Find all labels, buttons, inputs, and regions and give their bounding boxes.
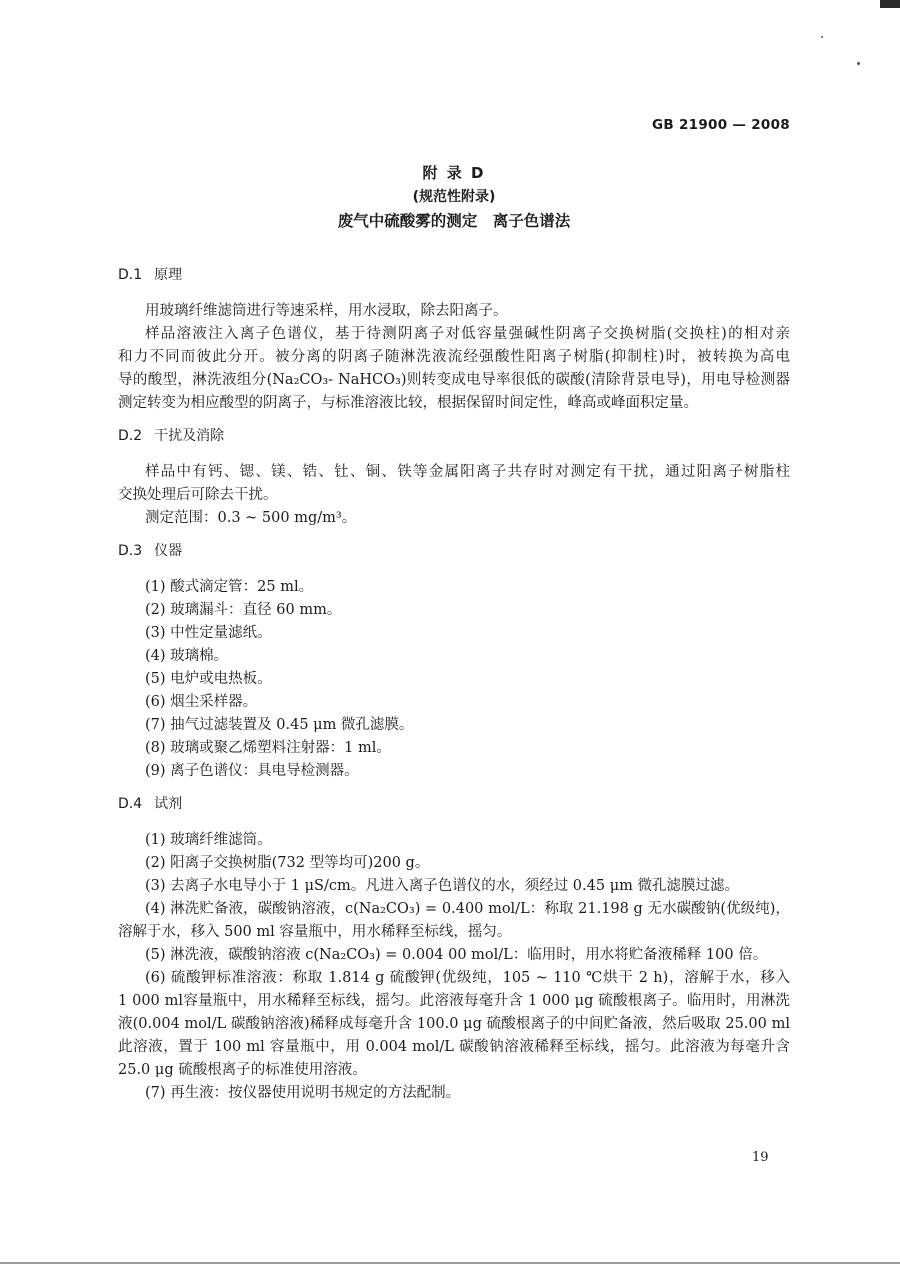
paragraph xyxy=(118,461,790,507)
list-item xyxy=(118,599,790,622)
list-item xyxy=(118,668,790,691)
text-line: (6) 烟尘采样器。 xyxy=(145,694,258,710)
appendix-label: 附 录 D xyxy=(422,164,486,182)
list-item xyxy=(118,898,790,944)
list-item xyxy=(118,944,790,967)
section-heading xyxy=(118,793,790,816)
list-item xyxy=(118,760,790,783)
list-item xyxy=(118,852,790,875)
section-heading xyxy=(118,425,790,448)
text-line: 样品中有钙、锶、镁、锆、钍、铜、铁等金属阳离子共存时对测定有干扰，通过阳离子树脂柱 xyxy=(145,464,790,480)
scan-bottom-edge xyxy=(0,1262,900,1264)
section-d-1 xyxy=(118,264,790,415)
section-number: D.3 xyxy=(118,543,143,559)
text-line: (7) 抽气过滤装置及 0.45 μm 微孔滤膜。 xyxy=(145,717,414,733)
text-line: 和力不同而彼此分开。被分离的阴离子随淋洗液流经强酸性阳离子树脂(抑制柱)时，被转换为高电 xyxy=(118,349,790,365)
section-title: 原理 xyxy=(154,267,183,283)
section-title: 干扰及消除 xyxy=(154,428,225,444)
section-number: D.4 xyxy=(118,796,143,812)
scan-speck xyxy=(821,36,823,38)
text-line: 样品溶液注入离子色谱仪，基于待测阴离子对低容量强碱性阴离子交换树脂(交换柱)的相对亲 xyxy=(145,326,790,342)
text-line: (9) 离子色谱仪：具电导检测器。 xyxy=(145,763,359,779)
text-line: (6) 硫酸钾标准溶液：称取 1.814 g 硫酸钾(优级纯，105 ~ 110 ℃烘干 2 h)，溶解于水，移入 xyxy=(145,970,790,986)
paragraph xyxy=(118,323,790,415)
appendix-name: 废气中硫酸雾的测定 离子色谱法 xyxy=(337,212,571,230)
list-item xyxy=(118,829,790,852)
section-heading xyxy=(118,540,790,563)
text-line: (3) 中性定量滤纸。 xyxy=(145,625,272,641)
text-line: 25.0 μg 硫酸根离子的标准使用溶液。 xyxy=(118,1062,367,1078)
text-line: 测定转变为相应酸型的阴离子，与标准溶液比较，根据保留时间定性，峰高或峰面积定量。 xyxy=(118,395,698,411)
text-line: 用玻璃纤维滤筒进行等速采样，用水浸取，除去阳离子。 xyxy=(145,303,508,319)
text-line: (7) 再生液：按仪器使用说明书规定的方法配制。 xyxy=(145,1085,461,1101)
section-heading xyxy=(118,264,790,287)
document-body xyxy=(118,264,790,1105)
text-line: 交换处理后可除去干扰。 xyxy=(118,487,278,503)
list-item xyxy=(118,645,790,668)
standard-number: GB 21900 — 2008 xyxy=(651,117,790,133)
section-d-2 xyxy=(118,425,790,530)
list-item xyxy=(118,714,790,737)
text-line: (8) 玻璃或聚乙烯塑料注射器：1 ml。 xyxy=(145,740,391,756)
section-title: 仪器 xyxy=(154,543,183,559)
text-line: (1) 酸式滴定管：25 ml。 xyxy=(145,579,314,595)
scan-edge-mark xyxy=(880,0,900,8)
list-item xyxy=(118,737,790,760)
list-item xyxy=(118,1082,790,1105)
section-title: 试剂 xyxy=(154,796,183,812)
text-line: 液(0.004 mol/L 碳酸钠溶液)稀释成每毫升含 100.0 μg 硫酸根离子的中间贮备液，然后吸取 25.00 ml xyxy=(118,1016,790,1032)
text-line: 导的酸型，淋洗液组分(Na₂CO₃- NaHCO₃)则转变成电导率很低的碳酸(清除背景电导)，用电导检测器 xyxy=(118,372,790,388)
text-line: 测定范围：0.3 ~ 500 mg/m³。 xyxy=(145,510,357,526)
text-line: (2) 玻璃漏斗：直径 60 mm。 xyxy=(145,602,342,618)
section-d-3 xyxy=(118,540,790,783)
text-line: (5) 电炉或电热板。 xyxy=(145,671,272,687)
list-item xyxy=(118,691,790,714)
scan-speck xyxy=(857,62,860,65)
text-line: (4) 玻璃棉。 xyxy=(145,648,229,664)
list-item xyxy=(118,967,790,1082)
section-number: D.1 xyxy=(118,267,143,283)
paragraph xyxy=(118,300,790,323)
paragraph xyxy=(118,507,790,530)
text-line: (5) 淋洗液，碳酸钠溶液 c(Na₂CO₃) = 0.004 00 mol/L：临用时，用水将贮备液稀释 100 倍。 xyxy=(145,947,768,963)
text-line: (2) 阳离子交换树脂(732 型等均可)200 g。 xyxy=(145,855,430,871)
page-number: 19 xyxy=(752,1150,769,1165)
text-line: 溶解于水，移入 500 ml 容量瓶中，用水稀释至标线，摇匀。 xyxy=(118,924,512,940)
list-item xyxy=(118,622,790,645)
section-number: D.2 xyxy=(118,428,143,444)
text-line: (4) 淋洗贮备液，碳酸钠溶液，c(Na₂CO₃) = 0.400 mol/L：称取 21.198 g 无水碳酸钠(优级纯)， xyxy=(145,901,790,917)
list-item xyxy=(118,875,790,898)
section-d-4 xyxy=(118,793,790,1105)
list-item xyxy=(118,576,790,599)
text-line: (3) 去离子水电导小于 1 μS/cm。凡进入离子色谱仪的水，须经过 0.45 μm 微孔滤膜过滤。 xyxy=(145,878,739,894)
appendix-title-block xyxy=(118,161,790,233)
text-line: 此溶液，置于 100 ml 容量瓶中，用 0.004 mol/L 碳酸钠溶液稀释至标线，摇匀。此溶液为每毫升含 xyxy=(118,1039,790,1055)
text-line: (1) 玻璃纤维滤筒。 xyxy=(145,832,272,848)
text-line: 1 000 ml容量瓶中，用水稀释至标线，摇匀。此溶液每毫升含 1 000 μg 硫酸根离子。临用时，用淋洗 xyxy=(118,993,790,1009)
appendix-type: (规范性附录) xyxy=(412,189,496,205)
